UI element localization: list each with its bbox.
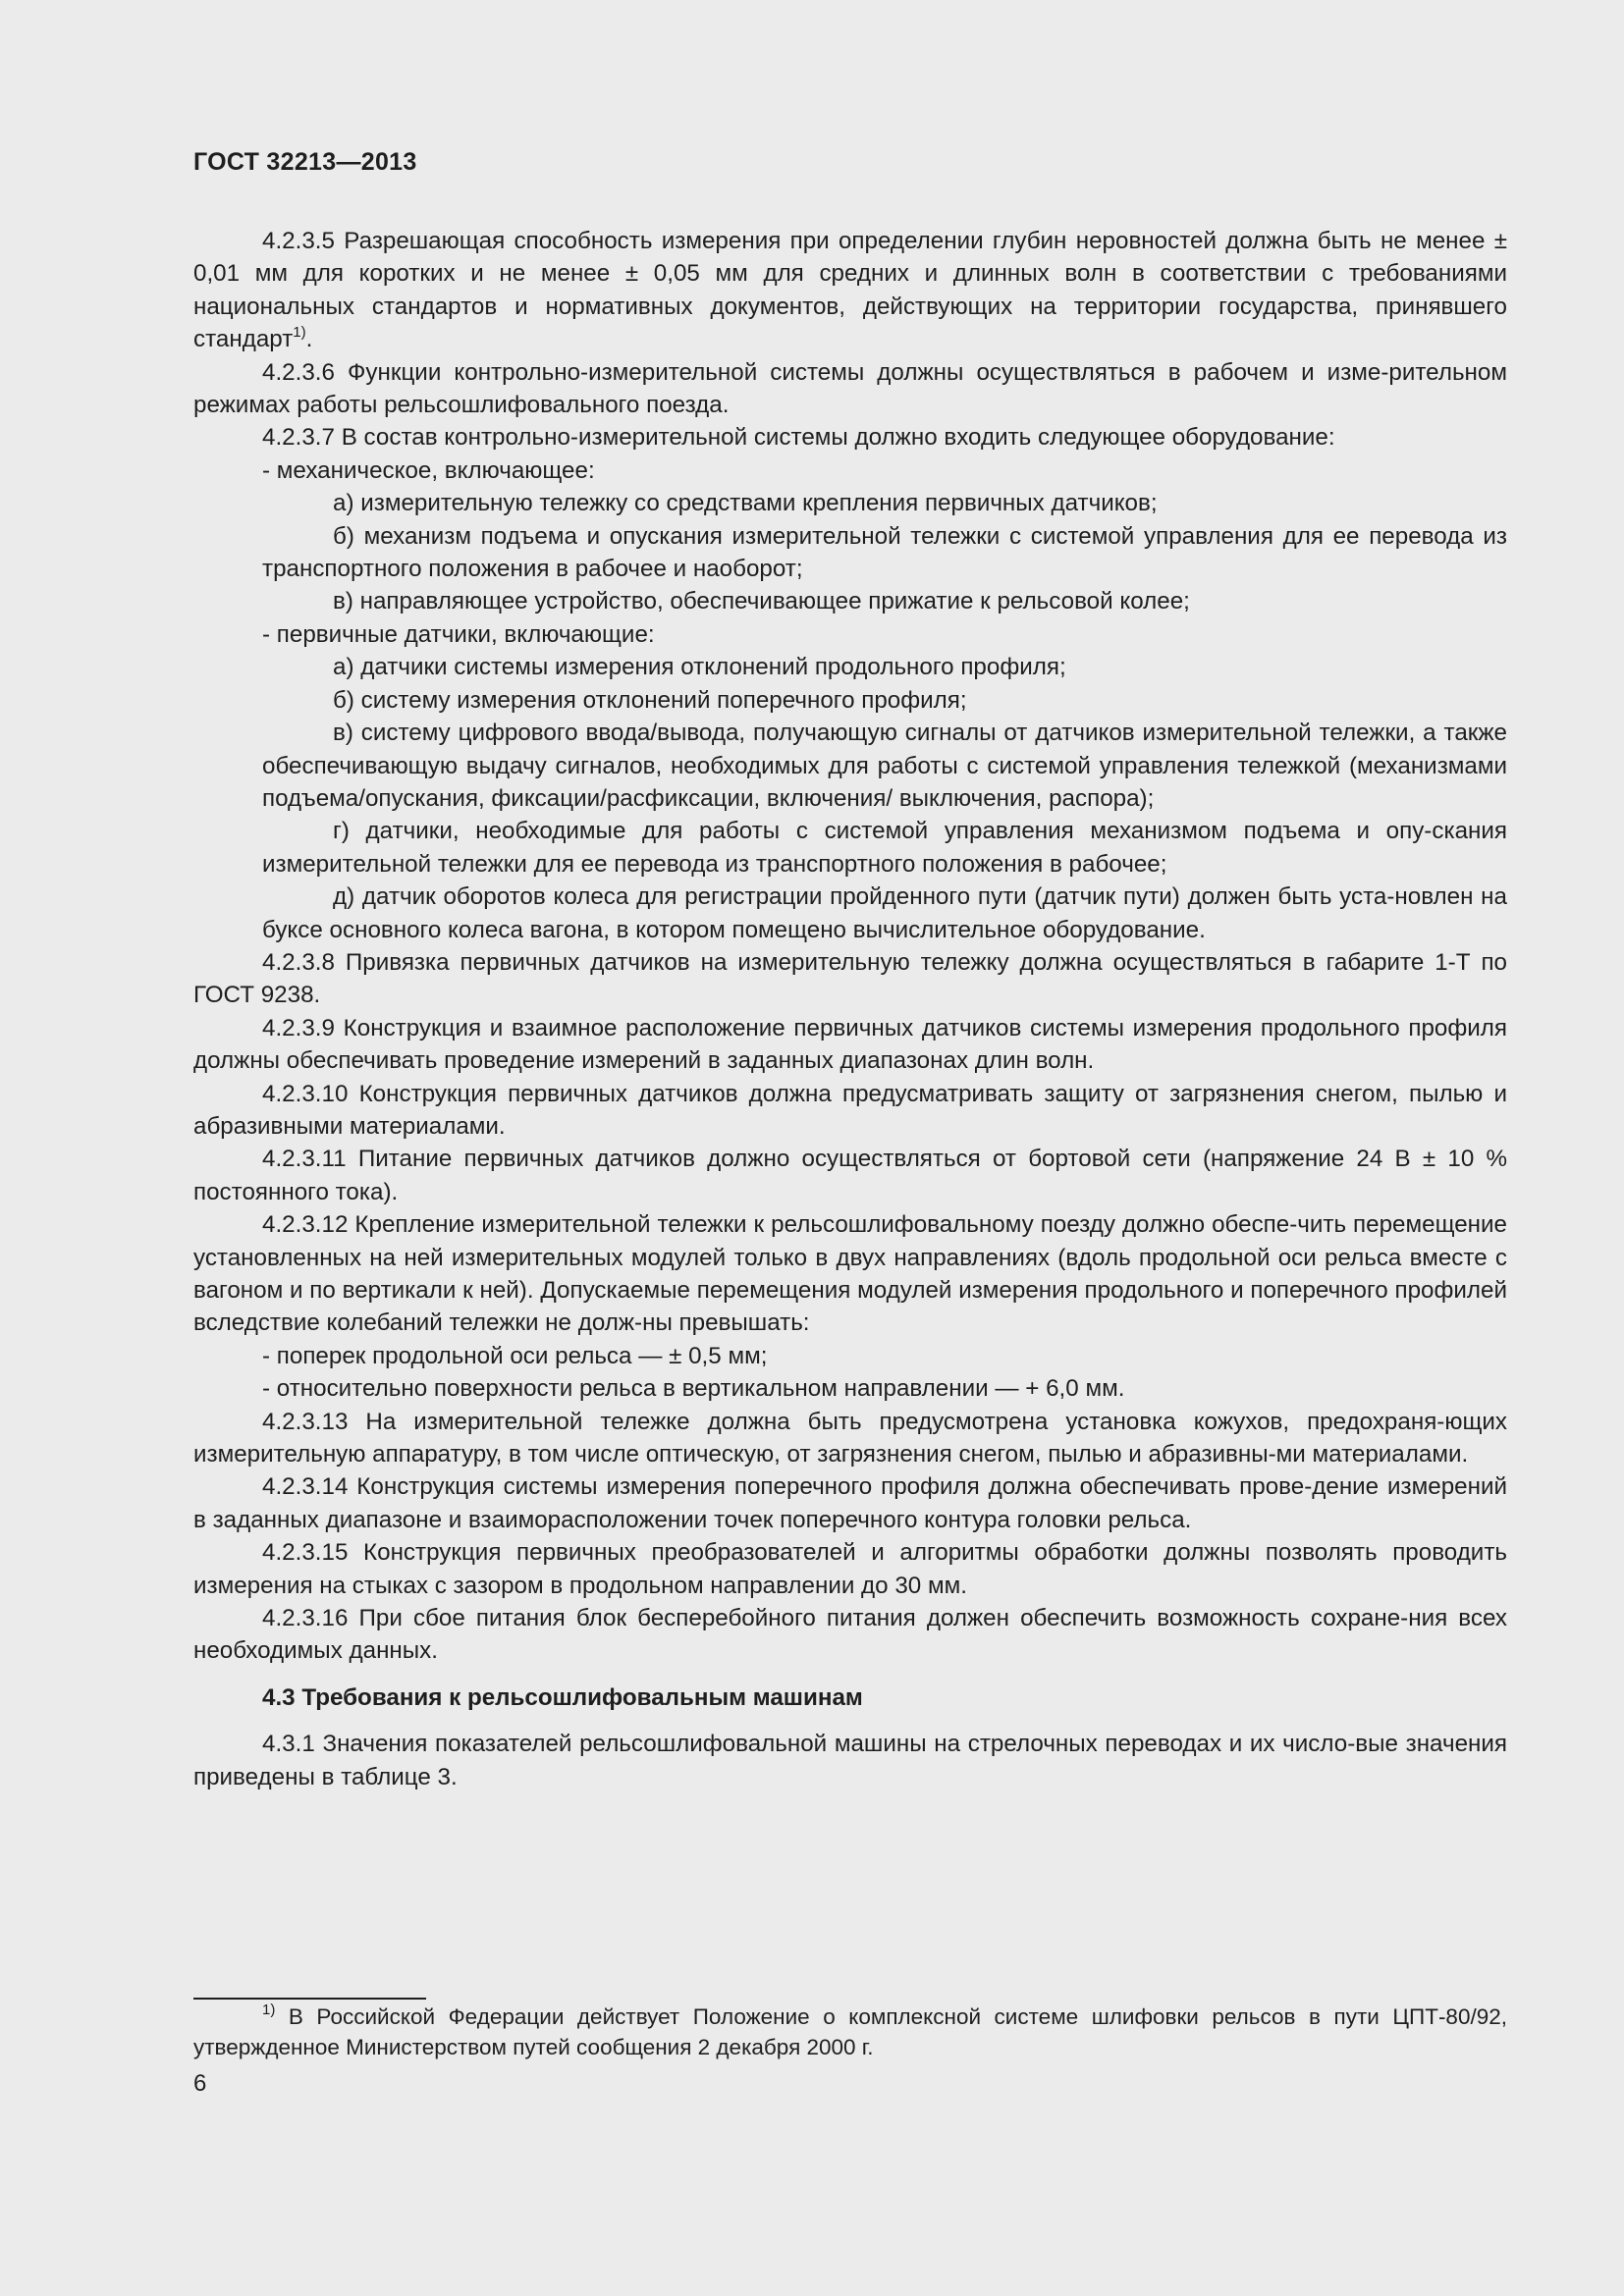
paragraph-4-2-3-12: 4.2.3.12 Крепление измерительной тележки к рельсошлифовальному поезду должно обеспе-чить перемещение установленных на ней измерительных модулей только в двух направлениях (вдоль продольной оси рельса вместе с вагоном и по вертикали к ней). Допускаемые перемещения модулей измерения продольного и поперечного профилей вследствие колебаний тележки не долж-ны превышать:: [193, 1211, 1507, 1337]
list-item: в) направляющее устройство, обеспечивающее прижатие к рельсовой колее;: [333, 588, 1190, 615]
paragraph-4-2-3-9: 4.2.3.9 Конструкция и взаимное расположение первичных датчиков системы измерения продольного профиля должны обеспечивать проведение измерений в заданных диапазонах длин волн.: [193, 1014, 1507, 1075]
paragraph-4-2-3-6: 4.2.3.6 Функции контрольно-измерительной системы должны осуществляться в рабочем и изме-рительном режимах работы рельсошлифовального поезда.: [193, 358, 1507, 419]
list-item: - относительно поверхности рельса в вертикальном направлении — + 6,0 мм.: [262, 1375, 1125, 1403]
list-item: а) датчики системы измерения отклонений продольного профиля;: [333, 654, 1066, 681]
paragraph-4-2-3-10: 4.2.3.10 Конструкция первичных датчиков должна предусматривать защиту от загрязнения снегом, пылью и абразивными материалами.: [193, 1080, 1507, 1140]
list-item: д) датчик оборотов колеса для регистрации пройденного пути (датчик пути) должен быть уста-новлен на буксе основного колеса вагона, в котором помещено вычислительное оборудование.: [262, 883, 1507, 943]
footnote: $^{1)}$ В Российской Федерации действует Положение о комплексной системе шлифовки рельсов в пути ЦПТ-80/92, утвержденное Министерством путей сообщения 2 декабря 2000 г.: [193, 2002, 1507, 2059]
paragraph-4-3-1: 4.3.1 Значения показателей рельсошлифовальной машины на стрелочных переводах и их число-вые значения приведены в таблице 3.: [193, 1731, 1507, 1790]
list-item: б) систему измерения отклонений поперечного профиля;: [333, 686, 967, 714]
footnote-reference: 1): [293, 324, 306, 342]
list-item: - поперек продольной оси рельса — ± 0,5 мм;: [262, 1342, 768, 1369]
list-item: г) датчики, необходимые для работы с системой управления механизмом подъема и опу-скания измерительной тележки для ее перевода из транспортного положения в рабочее;: [262, 818, 1507, 878]
list-item: б) механизм подъема и опускания измерительной тележки с системой управления для ее перевода из транспортного положения в рабочее и наоборот;: [262, 522, 1507, 583]
paragraph-4-2-3-14: 4.2.3.14 Конструкция системы измерения поперечного профиля должна обеспечивать прове-дение измерений в заданных диапазоне и взаиморасположении точек поперечного контура головки рельса.: [193, 1473, 1507, 1533]
paragraph-4-2-3-11: 4.2.3.11 Питание первичных датчиков должно осуществляться от бортовой сети (напряжение 24 В ± 10 % постоянного тока).: [193, 1146, 1507, 1205]
paragraph-4-2-3-15: 4.2.3.15 Конструкция первичных преобразователей и алгоритмы обработки должны позволять проводить измерения на стыках с зазором в продольном направлении до 30 мм.: [193, 1539, 1507, 1599]
list-item: - первичные датчики, включающие:: [262, 620, 655, 648]
paragraph-4-2-3-16: 4.2.3.16 При сбое питания блок бесперебойного питания должен обеспечить возможность сохране-ния всех необходимых данных.: [193, 1605, 1507, 1665]
list-item: - механическое, включающее:: [262, 456, 595, 484]
page-number: 6: [193, 2070, 207, 2097]
paragraph-4-2-3-7: 4.2.3.7 В состав контрольно-измерительной системы должно входить следующее оборудование:: [262, 424, 1335, 452]
footnote-divider: [193, 1998, 426, 2000]
section-heading: 4.3 Требования к рельсошлифовальным машинам: [262, 1683, 863, 1711]
paragraph-4-2-3-8: 4.2.3.8 Привязка первичных датчиков на измерительную тележку должна осуществляться в габарите 1-Т по ГОСТ 9238.: [193, 948, 1507, 1009]
list-item: а) измерительную тележку со средствами крепления первичных датчиков;: [333, 490, 1158, 517]
paragraph-4-2-3-5: 4.2.3.5 Разрешающая способность измерения при определении глубин неровностей должна быть не менее ± 0,01 мм для коротких и не менее ± 0,05 мм для средних и длинных волн в соответствии с требованиями национальных стандартов и нормативных документов, действующих на территории государства, принявшего стандарт$^{1)}$.: [193, 228, 1507, 353]
page-header: ГОСТ 32213—2013: [193, 148, 417, 176]
footnote-mark: 1): [262, 2002, 276, 2018]
list-item: в) систему цифрового ввода/вывода, получающую сигналы от датчиков измерительной тележки, а также обеспечивающую выдачу сигналов, необходимых для работы с системой управления тележкой (механизмами подъема/опускания, фиксации/расфиксации, включения/ выключения, распора);: [262, 720, 1507, 812]
document-body: [193, 225, 1507, 1793]
paragraph-4-2-3-13: 4.2.3.13 На измерительной тележке должна быть предусмотрена установка кожухов, предохраня-ющих измерительную аппаратуру, в том числе оптическую, от загрязнения снегом, пылью и абразивны-ми материалами.: [193, 1408, 1507, 1468]
